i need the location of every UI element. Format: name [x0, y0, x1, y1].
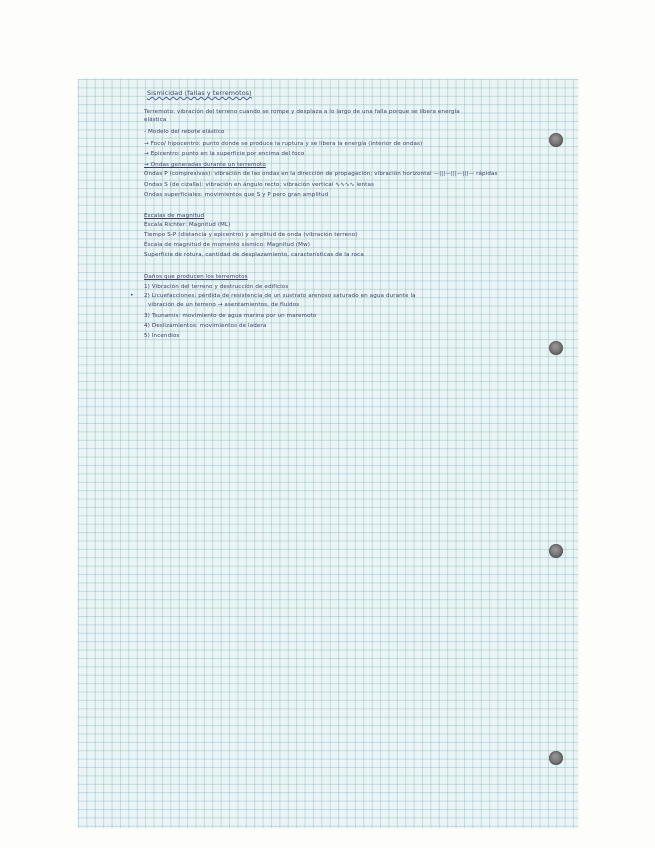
note-line: 2) Licuefacciones: pérdida de resistencia de un sustrato arenoso saturado en agua durante la: [144, 293, 416, 299]
notes-title: Sismicidad (fallas y terremotos): [147, 89, 252, 97]
note-line: Tiempo S-P (distancia y epicentro) y amplitud de onda (vibración terreno): [144, 232, 358, 238]
note-line: Ondas S (de cizalla): vibración en ángulo recto; vibración vertical ∿∿∿∿ lentas: [144, 182, 375, 188]
note-line: Terremoto: vibración del terreno cuando se rompe y desplaza a lo largo de una falla porque se libera energía: [144, 109, 460, 115]
note-line: → Foco/ hipocentro: punto donde se produce la ruptura y se libera la energía (interior de ondas): [144, 141, 423, 147]
side-marker: •: [130, 292, 134, 299]
note-line: Ondas superficiales: movimientos que S y P pero gran amplitud: [144, 192, 329, 198]
note-line: 3) Tsunamis: movimiento de agua marina por un maremoto: [144, 313, 317, 319]
note-line: vibración de un terreno → asentamientos, de fluidos: [148, 302, 300, 308]
graph-paper-sheet: [78, 79, 578, 828]
note-line: 4) Deslizamientos: movimientos de ladera: [144, 323, 267, 329]
note-line: → Epicentro: punto en la superficie por encima del foco: [144, 151, 305, 157]
note-line: elástica: [144, 117, 167, 123]
note-line: Escala de magnitud de momento sísmico: Magnitud (Mw): [144, 242, 311, 248]
section-heading: Daños que producen los terremotos: [144, 274, 248, 280]
section-heading: Escalas de magnitud: [144, 213, 205, 219]
note-line: Ondas P (compresivas): vibración de las ondas en la dirección de propagación; vibración horizontal —|||—|||—|||— rápidas: [144, 171, 498, 177]
note-line: Escala Richter: Magnitud (ML): [144, 222, 231, 228]
binder-hole: [549, 751, 563, 765]
binder-hole: [549, 133, 563, 147]
note-line: → Ondas generadas durante un terremoto: [144, 162, 266, 168]
binder-hole: [549, 544, 563, 558]
note-line: 1) Vibración del terreno y destrucción de edificios: [144, 284, 289, 290]
note-line: 5) Incendios: [144, 333, 180, 339]
binder-hole: [549, 341, 563, 355]
note-line: - Modelo del rebote elástico: [144, 129, 225, 135]
note-line: Superficie de rotura, cantidad de desplazamiento, características de la roca: [144, 252, 364, 258]
